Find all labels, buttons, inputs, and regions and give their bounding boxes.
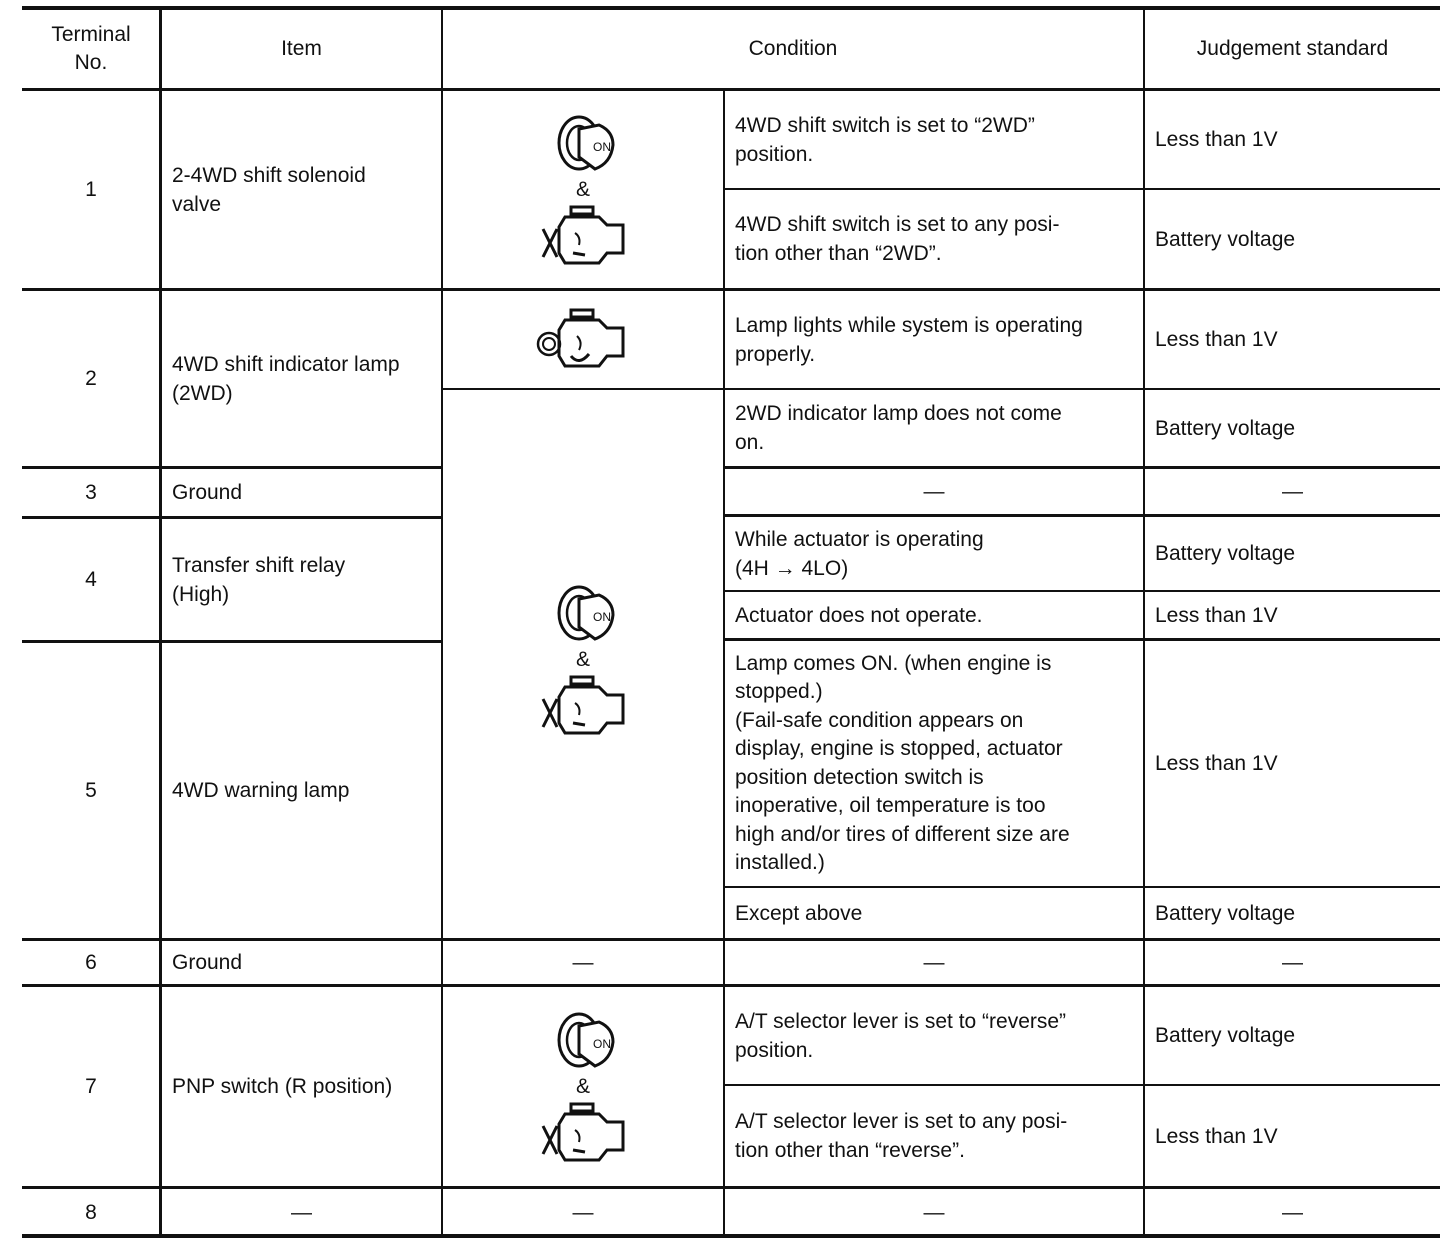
svg-text:ON: ON: [593, 1036, 611, 1051]
terminal-8: 8: [85, 1201, 97, 1224]
judgement-4b: Less than 1V: [1155, 603, 1278, 627]
engine-stopped-icon: [535, 675, 631, 739]
terminal-4: 4: [85, 568, 97, 591]
terminal-2: 2: [85, 367, 97, 390]
icon-group-shared: [443, 550, 723, 770]
icon-cell-6: —: [572, 951, 594, 974]
terminal-table: [22, 6, 1440, 1238]
item-3: Ground: [172, 481, 243, 504]
judgement-2b: Battery voltage: [1155, 416, 1296, 440]
item-8: —: [291, 1201, 312, 1224]
judgement-6: —: [1282, 951, 1303, 974]
condition-5a: Lamp comes ON. (when engine is stopped.) (Fail-safe condition appears on display, engine is stopped, actuator position detection switch is inoperative, oil temperature is too high and/or tires of different size are installed.): [735, 651, 1070, 874]
judgement-8: —: [1282, 1201, 1303, 1224]
condition-2b: 2WD indicator lamp does not come on.: [735, 402, 1062, 454]
engine-running-icon: [535, 308, 631, 372]
header-terminal-no: Terminal No.: [51, 23, 131, 74]
judgement-2a: Less than 1V: [1155, 328, 1278, 351]
header-item: Item: [281, 37, 322, 60]
icon-group-7: [443, 987, 723, 1186]
condition-3: —: [923, 480, 945, 503]
engine-stopped-icon: [535, 205, 631, 269]
judgement-5b: Battery voltage: [1155, 901, 1296, 925]
condition-2a: Lamp lights while system is operating properly.: [735, 313, 1083, 366]
engine-stopped-icon: [535, 1102, 631, 1166]
condition-1a: 4WD shift switch is set to “2WD” position.: [735, 113, 1035, 166]
condition-7a: A/T selector lever is set to “reverse” position.: [735, 1009, 1067, 1062]
judgement-7a: Battery voltage: [1155, 1024, 1296, 1047]
item-4: Transfer shift relay (High): [172, 553, 346, 606]
svg-text:ON: ON: [593, 610, 611, 624]
icon-group-2: [443, 291, 723, 388]
item-2: 4WD shift indicator lamp (2WD): [172, 352, 400, 405]
item-5: 4WD warning lamp: [172, 779, 350, 802]
ignition-key-on-icon: [543, 1008, 623, 1072]
judgement-4a: Battery voltage: [1155, 542, 1296, 565]
and-symbol: &: [575, 1074, 590, 1098]
ignition-key-on-icon: [543, 111, 623, 175]
terminal-1: 1: [85, 178, 97, 201]
and-symbol: &: [575, 177, 590, 201]
condition-1b: 4WD shift switch is set to any posi- tion other than “2WD”.: [735, 213, 1060, 265]
condition-5b: Except above: [735, 901, 863, 925]
terminal-7: 7: [85, 1075, 97, 1098]
condition-8: —: [923, 1201, 945, 1224]
condition-4b: Actuator does not operate.: [735, 603, 983, 627]
ignition-key-on-icon: [543, 581, 623, 645]
judgement-5a: Less than 1V: [1155, 752, 1278, 775]
icon-cell-8: —: [572, 1201, 594, 1224]
condition-6: —: [923, 951, 945, 974]
icon-group-1: [443, 91, 723, 288]
terminal-5: 5: [85, 779, 97, 802]
and-symbol: &: [575, 648, 590, 671]
header-condition: Condition: [748, 37, 838, 60]
judgement-1b: Battery voltage: [1155, 227, 1296, 251]
judgement-3: —: [1282, 480, 1303, 503]
svg-text:ON: ON: [593, 139, 611, 154]
condition-7b: A/T selector lever is set to any posi- tion other than “reverse”.: [735, 1110, 1068, 1162]
terminal-3: 3: [85, 481, 97, 504]
item-6: Ground: [172, 951, 243, 974]
terminal-6: 6: [85, 951, 97, 974]
item-1: 2-4WD shift solenoid valve: [172, 163, 366, 216]
item-7: PNP switch (R position): [172, 1075, 393, 1098]
judgement-1a: Less than 1V: [1155, 128, 1278, 151]
judgement-7b: Less than 1V: [1155, 1124, 1278, 1148]
condition-4a: While actuator is operating (4H → 4LO): [735, 527, 984, 580]
header-judgement: Judgement standard: [1196, 37, 1389, 60]
